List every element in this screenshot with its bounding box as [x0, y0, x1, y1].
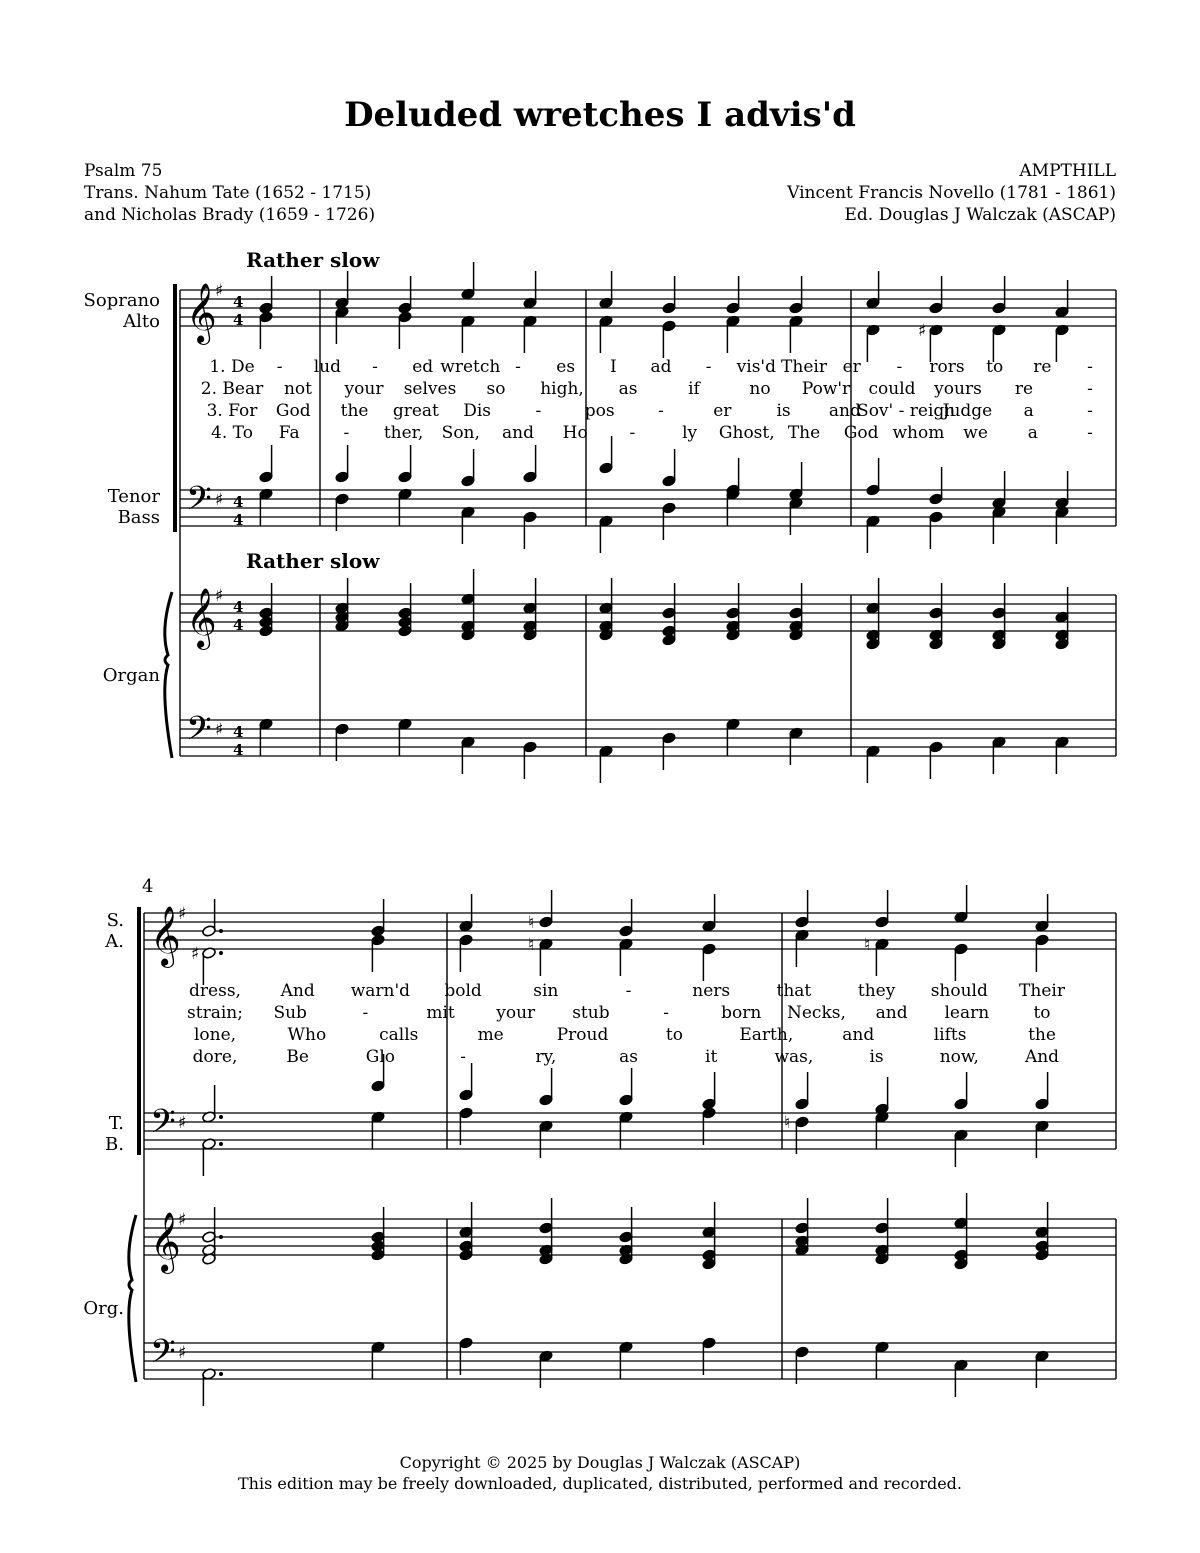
alto-note-accidental-icon: ♮ — [528, 935, 535, 955]
lyric-syllable: and — [842, 1025, 875, 1045]
lyric-syllable: wretch — [440, 357, 501, 377]
lyric-syllable: yours — [934, 379, 982, 399]
tempo-marking-organ: Rather slow — [246, 549, 380, 573]
bass-clef-icon: 𝄢 — [150, 1333, 176, 1379]
lyric-syllable: I — [609, 357, 617, 377]
lyric-syllable: The — [787, 423, 821, 443]
lyric-syllable: re — [1033, 357, 1052, 377]
lyric-syllable: born — [721, 1003, 762, 1023]
lyric-syllable: Ghost, — [718, 423, 775, 443]
lyric-syllable: - — [658, 401, 664, 421]
lyric-syllable: pos — [584, 401, 615, 421]
lyric-syllable: 2. Bear — [200, 379, 264, 399]
b-abbr-label: B. — [105, 1134, 124, 1155]
lyric-syllable: Their — [1019, 981, 1065, 1001]
t-abbr-label: T. — [108, 1113, 124, 1134]
license-notice: This edition may be freely downloaded, duplicated, distributed, performed and recorded. — [237, 1474, 963, 1493]
time-signature-top: 4 — [233, 723, 244, 741]
lyric-syllable: that — [776, 981, 812, 1001]
time-signature-top: 4 — [233, 293, 244, 311]
lyric-syllable: we — [963, 423, 988, 443]
key-sharp-icon: ♯ — [178, 904, 187, 924]
key-sharp-icon: ♯ — [178, 1210, 187, 1230]
alto-note-accidental-icon: ♯ — [918, 321, 927, 341]
lyric-syllable: ners — [692, 981, 731, 1001]
lyric-syllable: Their — [781, 357, 827, 377]
lyric-syllable: - — [625, 981, 632, 1001]
tune-name: AMPTHILL — [1019, 161, 1116, 181]
treble-clef-icon: 𝄞 — [186, 588, 217, 648]
lyric-syllable: 1. De — [209, 357, 255, 377]
bass-clef-icon: 𝄢 — [150, 1103, 176, 1149]
lyric-syllable: Earth, — [739, 1025, 794, 1045]
editor: Ed. Douglas J Walczak (ASCAP) — [844, 205, 1116, 225]
lyric-syllable: God — [275, 401, 311, 421]
alto-note-accidental-icon: ♯ — [191, 944, 200, 964]
lyric-syllable: Judge — [942, 401, 993, 421]
time-signature-top: 4 — [233, 493, 244, 511]
lyric-syllable: - — [372, 357, 378, 377]
lyric-syllable: was, — [774, 1047, 814, 1067]
lyric-syllable: And — [280, 981, 315, 1001]
lyric-syllable: Necks, — [787, 1003, 846, 1023]
bass-label: Bass — [117, 507, 160, 528]
lyric-syllable: bold — [444, 981, 482, 1001]
lyric-syllable: ed — [412, 357, 434, 377]
treble-clef-icon: 𝄞 — [150, 1212, 181, 1272]
lyric-syllable: Pow'r — [801, 379, 851, 399]
composer: Vincent Francis Novello (1781 - 1861) — [787, 183, 1116, 203]
lyric-syllable: not — [283, 379, 313, 399]
lyric-syllable: ther, — [383, 423, 424, 443]
lyric-syllable: mit — [426, 1003, 455, 1023]
time-signature-top: 4 — [233, 598, 244, 616]
key-sharp-icon: ♯ — [215, 490, 224, 510]
soprano-label: Soprano — [83, 290, 160, 311]
lyric-syllable: - — [1087, 423, 1093, 443]
time-signature-bottom: 4 — [233, 616, 244, 634]
measure-number: 4 — [142, 876, 154, 897]
treble-clef-icon: 𝄞 — [186, 283, 217, 343]
alto-note-accidental-icon: ♮ — [864, 935, 871, 955]
lyric-syllable: calls — [379, 1025, 419, 1045]
bass-note-accidental-icon: ♮ — [784, 1113, 791, 1133]
lyric-syllable: 4. To — [211, 423, 253, 443]
lyric-syllable: a — [1027, 423, 1038, 443]
lyric-syllable: Dis — [463, 401, 492, 421]
lyric-syllable: is — [869, 1047, 884, 1067]
lyric-syllable: the — [1028, 1025, 1056, 1045]
lyric-syllable: er — [713, 401, 732, 421]
lyric-syllable: Proud — [556, 1025, 609, 1045]
treble-clef-icon: 𝄞 — [150, 906, 181, 966]
lyric-syllable: it — [705, 1047, 718, 1067]
lyric-syllable: ly — [682, 423, 698, 443]
organ-brace-2 — [129, 1215, 136, 1382]
lyric-syllable: so — [486, 379, 506, 399]
lyric-syllable: to — [665, 1025, 683, 1045]
tempo-marking-choir: Rather slow — [246, 248, 380, 272]
lyric-syllable: - — [705, 357, 712, 377]
lyric-syllable: me — [477, 1025, 504, 1045]
lyric-syllable: re — [1014, 379, 1034, 399]
lyric-syllable: lone, — [193, 1025, 237, 1045]
lyric-syllable: - — [629, 423, 636, 443]
lyric-syllable: now, — [939, 1047, 979, 1067]
lyric-syllable: vis'd — [736, 357, 776, 377]
lyric-syllable: strain; — [187, 1003, 243, 1023]
soprano-note-dot — [219, 929, 223, 933]
lyric-syllable: learn — [944, 1003, 990, 1023]
lyric-syllable: Ho — [562, 423, 588, 443]
lyric-syllable: to — [1033, 1003, 1051, 1023]
lyric-syllable: warn'd — [350, 981, 411, 1001]
lyric-syllable: stub — [572, 1003, 610, 1023]
bass-clef-icon: 𝄢 — [186, 480, 212, 526]
lyric-syllable: whom — [892, 423, 945, 443]
alto-note-dot — [219, 951, 223, 955]
lyric-syllable: Fa — [278, 423, 300, 443]
lyric-syllable: to — [986, 357, 1004, 377]
lyric-syllable: - — [1087, 379, 1093, 399]
tenor-label: Tenor — [107, 486, 160, 507]
psalm-reference: Psalm 75 — [84, 161, 163, 181]
key-sharp-icon: ♯ — [178, 1113, 187, 1133]
lyric-syllable: lifts — [933, 1025, 967, 1045]
lyric-syllable: ad — [650, 357, 672, 377]
time-signature-bottom: 4 — [233, 311, 244, 329]
lyric-syllable: selves — [403, 379, 457, 399]
organ-brace — [165, 592, 172, 758]
lyric-syllable: a — [1023, 401, 1034, 421]
lyric-syllable: and — [875, 1003, 908, 1023]
lyric-syllable: - — [663, 1003, 669, 1023]
lyric-syllable: great — [392, 401, 439, 421]
translator-line-2: and Nicholas Brady (1659 - 1726) — [84, 205, 376, 225]
copyright-notice: Copyright © 2025 by Douglas J Walczak (ASCAP) — [399, 1453, 801, 1472]
time-signature-bottom: 4 — [233, 511, 244, 529]
lyric-syllable: Son, — [441, 423, 480, 443]
s-abbr-label: S. — [106, 910, 124, 931]
lyric-syllable: 3. For — [206, 401, 258, 421]
lyric-syllable: - — [896, 357, 903, 377]
lyric-syllable: And — [1024, 1047, 1060, 1067]
key-sharp-icon: ♯ — [178, 1343, 187, 1363]
key-sharp-icon: ♯ — [215, 720, 224, 740]
lyric-syllable: Be — [286, 1047, 309, 1067]
key-sharp-icon: ♯ — [215, 586, 224, 606]
lyric-syllable: your — [344, 379, 384, 399]
lyric-syllable: and — [502, 423, 534, 443]
lyric-syllable: no — [749, 379, 771, 399]
lyric-syllable: as — [619, 1047, 638, 1067]
a-abbr-label: A. — [105, 931, 124, 952]
lyric-syllable: sin — [533, 981, 559, 1001]
lyric-syllable: could — [868, 379, 916, 399]
lyric-syllable: God — [843, 423, 879, 443]
organ-rh-chord-dot — [219, 1235, 223, 1239]
tenor-note-dot — [219, 1115, 223, 1119]
lyric-syllable: is — [776, 401, 791, 421]
org-abbr-label: Org. — [83, 1298, 124, 1319]
organ-label: Organ — [102, 665, 160, 686]
lyric-syllable: Sov' - reign — [857, 401, 956, 421]
lyric-syllable: high, — [540, 379, 584, 399]
soprano-note-accidental-icon: ♮ — [528, 913, 535, 933]
lyric-syllable: - — [362, 1003, 369, 1023]
lyric-syllable: your — [496, 1003, 536, 1023]
lyric-syllable: Who — [287, 1025, 327, 1045]
lyric-syllable: - — [343, 423, 350, 443]
lyric-syllable: dress, — [189, 981, 241, 1001]
lyric-syllable: Glo — [365, 1047, 396, 1067]
footer — [0, 1452, 1200, 1494]
lyric-syllable: they — [857, 981, 896, 1001]
lyric-syllable: should — [930, 981, 988, 1001]
lyric-syllable: if — [688, 379, 700, 399]
lyric-syllable: ry, — [535, 1047, 557, 1067]
alto-label: Alto — [123, 311, 160, 332]
lyric-syllable: dore, — [192, 1047, 238, 1067]
time-signature-bottom: 4 — [233, 741, 244, 759]
translator-line-1: Trans. Nahum Tate (1652 - 1715) — [84, 183, 372, 203]
lyric-syllable: er — [842, 357, 861, 377]
lyric-syllable: - — [1087, 357, 1093, 377]
lyric-syllable: and — [828, 401, 861, 421]
lyric-syllable: es — [556, 357, 576, 377]
key-sharp-icon: ♯ — [215, 281, 224, 301]
lyric-syllable: lud — [313, 357, 341, 377]
lyric-syllable: as — [618, 379, 638, 399]
bass-note-dot — [219, 1142, 223, 1146]
lyric-syllable: - — [1087, 401, 1093, 421]
lyric-syllable: - — [515, 357, 521, 377]
organ-lh-note-dot — [219, 1372, 223, 1376]
bass-clef-icon: 𝄢 — [186, 710, 212, 756]
lyric-syllable: the — [340, 401, 369, 421]
lyric-syllable: Sub — [273, 1003, 307, 1023]
lyric-syllable: rors — [929, 357, 965, 377]
lyric-syllable: - — [460, 1047, 466, 1067]
page-title: Deluded wretches I advis'd — [344, 95, 856, 135]
lyric-syllable: - — [535, 401, 542, 421]
lyric-syllable: - — [276, 357, 283, 377]
